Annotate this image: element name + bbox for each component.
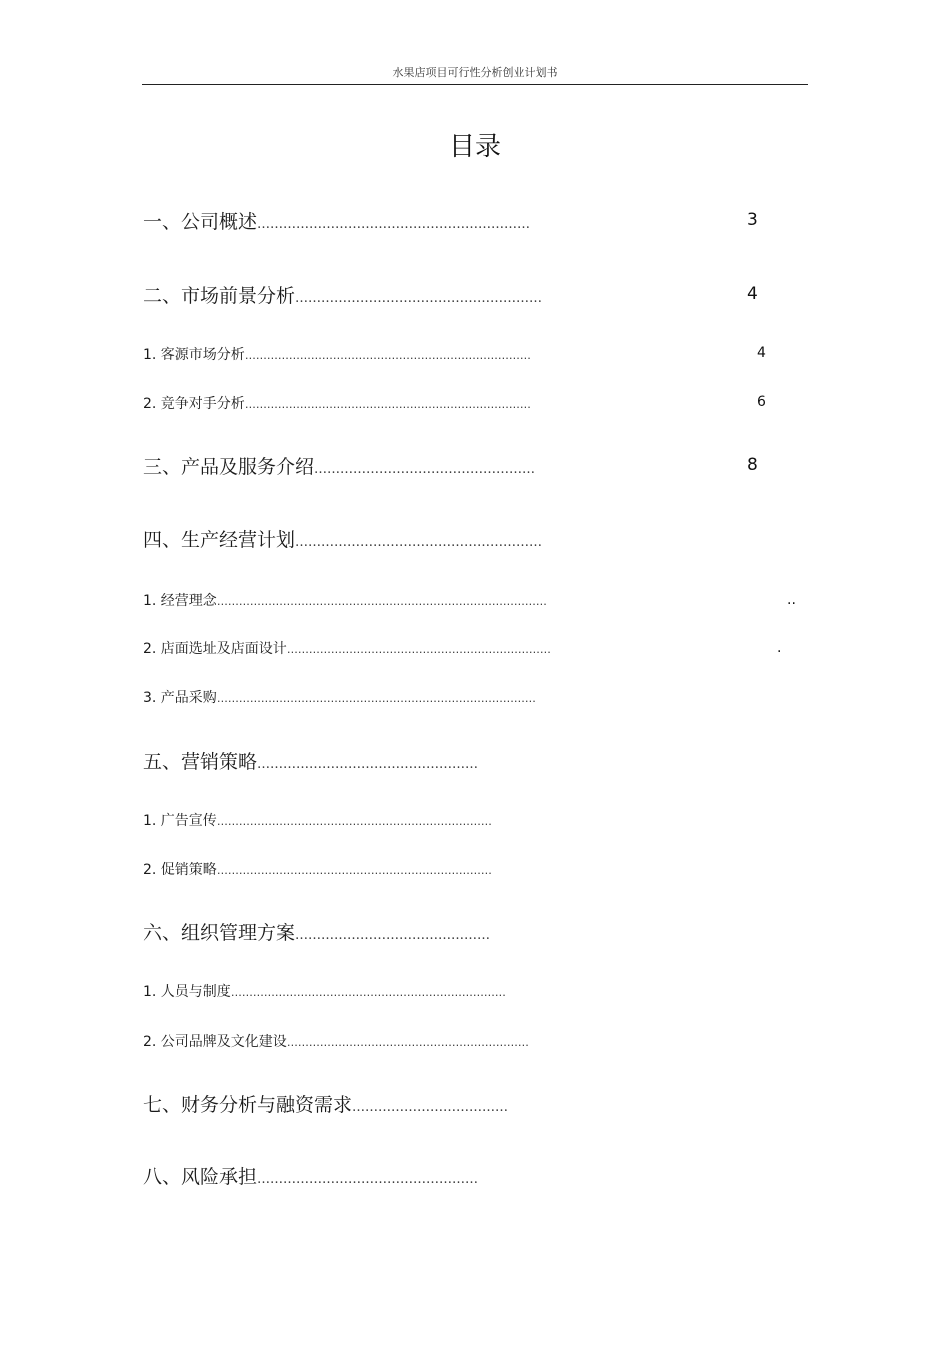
toc-entry-product-purchasing[interactable] <box>143 687 536 707</box>
toc-entry-label: 一、公司概述 <box>143 211 258 233</box>
toc-page-number: 8 <box>747 455 758 475</box>
toc-leader-dots: ………………………………………………………………… <box>230 986 506 999</box>
toc-entry-company-overview[interactable] <box>143 207 530 234</box>
toc-entry-marketing-strategy[interactable] <box>143 747 478 774</box>
toc-entry-business-philosophy[interactable] <box>143 590 547 610</box>
toc-leader-dots: ……………………………… <box>352 1100 509 1115</box>
toc-entry-label: 四、生产经营计划 <box>143 529 296 551</box>
toc-entry-label: 3. 产品采购 <box>143 690 217 706</box>
toc-leader-dots: ……………………………………………………………………………… <box>216 595 547 608</box>
toc-entry-operations-plan[interactable] <box>143 525 542 552</box>
toc-entry-label: 六、组织管理方案 <box>143 922 296 944</box>
toc-entry-staff-and-rules[interactable] <box>143 981 506 1001</box>
toc-entry-label: 2. 公司品牌及文化建设 <box>143 1034 287 1050</box>
toc-entry-organization-management[interactable] <box>143 918 490 945</box>
toc-page-number: 6 <box>757 394 766 410</box>
toc-entry-label: 五、营销策略 <box>143 751 258 773</box>
toc-entry-competitor-analysis[interactable] <box>143 393 531 413</box>
toc-leader-dots: …………………………………………… <box>257 757 479 772</box>
toc-entry-label: 七、财务分析与融资需求 <box>143 1094 353 1116</box>
toc-entry-label: 三、产品及服务介绍 <box>143 456 315 478</box>
toc-leader-dots: ………………………………………………………… <box>286 1036 529 1049</box>
toc-leader-dots: ……………………………………… <box>295 928 491 943</box>
toc-entry-financial-analysis[interactable] <box>143 1090 508 1117</box>
toc-page-number: . <box>777 640 782 656</box>
toc-entry-market-prospects[interactable] <box>143 281 542 308</box>
toc-leader-dots: ……………………………………………………………… <box>286 643 551 656</box>
toc-entry-label: 1. 经营理念 <box>143 593 217 609</box>
toc-entry-label: 二、市场前景分析 <box>143 285 296 307</box>
toc-entry-products-services[interactable] <box>143 452 535 479</box>
running-header: 水果店项目可行性分析创业计划书 <box>392 66 558 79</box>
toc-entry-store-location-design[interactable] <box>143 638 551 658</box>
toc-leader-dots: ………………………………………………………………… <box>216 815 492 828</box>
toc-leader-dots: ………………………………………………… <box>295 535 543 550</box>
page-title: 目录 <box>448 132 501 162</box>
toc-entry-label: 2. 竞争对手分析 <box>143 396 245 412</box>
toc-entry-label: 1. 客源市场分析 <box>143 347 245 363</box>
toc-page-number: 3 <box>747 210 758 230</box>
toc-entry-customer-market[interactable] <box>143 344 531 364</box>
toc-leader-dots: …………………………………………………………………… <box>244 349 531 362</box>
toc-entry-label: 1. 人员与制度 <box>143 984 231 1000</box>
toc-entry-label: 2. 促销策略 <box>143 862 217 878</box>
toc-entry-label: 八、风险承担 <box>143 1166 258 1188</box>
toc-entry-advertising[interactable] <box>143 810 492 830</box>
toc-leader-dots: …………………………………………… <box>257 1172 479 1187</box>
toc-entry-label: 2. 店面选址及店面设计 <box>143 641 287 657</box>
toc-entry-risk-bearing[interactable] <box>143 1162 478 1189</box>
toc-entry-brand-culture[interactable] <box>143 1031 529 1051</box>
toc-page-number: 4 <box>747 284 758 304</box>
toc-leader-dots: …………………………………………………………………………… <box>216 692 536 705</box>
toc-leader-dots: …………………………………………………………………… <box>244 398 531 411</box>
toc-leader-dots: …………………………………………… <box>314 462 536 477</box>
toc-leader-dots: ………………………………………………… <box>295 291 543 306</box>
toc-leader-dots: ………………………………………………………………… <box>216 864 492 877</box>
toc-page-number: 4 <box>757 345 766 361</box>
toc-page-number: .. <box>787 592 796 608</box>
toc-leader-dots: ……………………………………………………… <box>257 217 531 232</box>
toc-entry-label: 1. 广告宣传 <box>143 813 217 829</box>
toc-entry-promotion-strategy[interactable] <box>143 859 492 879</box>
